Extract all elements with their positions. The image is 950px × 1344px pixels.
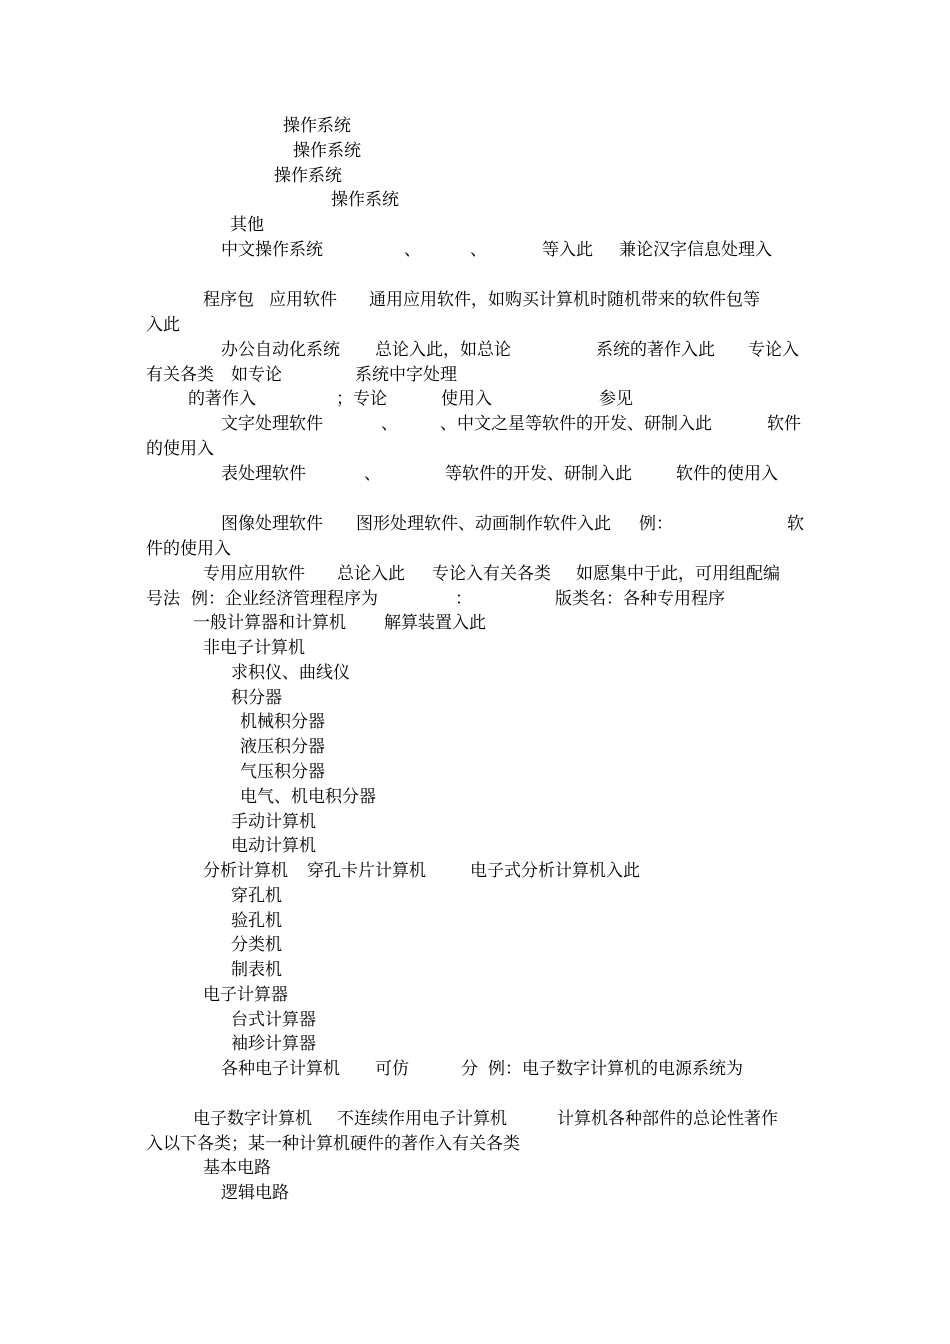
text-line [231, 886, 282, 906]
text-segment: 办公自动化系统 [221, 340, 340, 360]
text-segment: 制表机 [231, 960, 282, 980]
text-line [240, 762, 325, 782]
text-segment: 例：电子数字计算机的电源系统为 [488, 1059, 743, 1079]
text-line [146, 589, 766, 609]
text-segment: 图形处理软件、动画制作软件入此 [356, 514, 611, 534]
text-segment: 其他 [230, 215, 264, 235]
text-segment: 总论入此，如总论 [375, 340, 511, 360]
text-line [231, 836, 316, 856]
text-segment: 各种电子计算机 [221, 1059, 340, 1079]
text-segment: 软件的使用入 [676, 464, 778, 484]
text-segment: 机械积分器 [240, 712, 325, 732]
text-segment: 例：企业经济管理程序为 [191, 589, 378, 609]
text-line [221, 414, 811, 434]
text-line [240, 737, 325, 757]
text-segment: 、 [404, 240, 421, 260]
text-segment: 号法 [146, 589, 180, 609]
text-segment: 入此 [146, 315, 180, 335]
text-segment: 操作系统 [293, 141, 361, 161]
text-segment: 求积仪、曲线仪 [231, 663, 350, 683]
text-segment: 程序包 [203, 290, 254, 310]
text-segment: 专论入 [748, 340, 799, 360]
text-segment: 操作系统 [331, 190, 399, 210]
text-segment: 入以下各类；某一种计算机硬件的著作入有关各类 [146, 1134, 520, 1154]
text-segment: 通用应用软件，如购买计算机时随机带来的软件包等 [369, 290, 760, 310]
text-line [231, 911, 282, 931]
text-segment: 、 [470, 240, 487, 260]
text-line [146, 1134, 520, 1154]
text-line [221, 240, 801, 260]
text-line [231, 663, 350, 683]
text-segment: 图像处理软件 [221, 514, 323, 534]
text-segment: ： [455, 589, 472, 609]
text-segment: 电子计算器 [203, 985, 288, 1005]
text-segment: 使用入 [441, 389, 492, 409]
text-line [193, 1109, 813, 1129]
text-segment: 例： [639, 514, 673, 534]
text-line [231, 1010, 316, 1030]
text-segment: 软 [787, 514, 804, 534]
text-segment: 分析计算机 [203, 861, 288, 881]
text-segment: 电动计算机 [231, 836, 316, 856]
text-segment: 一般计算器和计算机 [193, 613, 346, 633]
text-line [188, 389, 648, 409]
text-segment: 分类机 [231, 935, 282, 955]
text-segment: 文字处理软件 [221, 414, 323, 434]
text-segment: 解算装置入此 [384, 613, 486, 633]
text-line [203, 985, 288, 1005]
text-line [221, 1183, 289, 1203]
text-line [230, 215, 264, 235]
text-segment: 非电子计算机 [203, 638, 305, 658]
text-segment: 电气、机电积分器 [240, 787, 376, 807]
text-segment: 液压积分器 [240, 737, 325, 757]
text-line [231, 1034, 316, 1054]
text-segment: 系统的著作入此 [596, 340, 715, 360]
text-segment: 软件 [767, 414, 801, 434]
text-line [274, 166, 342, 186]
text-line [203, 1158, 271, 1178]
text-line [231, 688, 282, 708]
text-line [240, 787, 376, 807]
text-line [203, 290, 823, 310]
text-line [146, 439, 214, 459]
text-segment: 参见 [599, 389, 633, 409]
text-line [231, 960, 282, 980]
text-segment: ；专论 [336, 389, 387, 409]
text-line [146, 315, 180, 335]
text-segment: 、 [364, 464, 381, 484]
text-segment: 计算机各种部件的总论性著作 [557, 1109, 778, 1129]
text-segment: 逻辑电路 [221, 1183, 289, 1203]
text-line [203, 638, 305, 658]
text-segment: 穿孔机 [231, 886, 282, 906]
text-segment: 等软件的开发、研制入此 [445, 464, 632, 484]
text-line [203, 564, 813, 584]
text-segment: 有关各类 [146, 365, 214, 385]
text-segment: 穿孔卡片计算机 [307, 861, 426, 881]
text-segment: 、中文之星等软件的开发、研制入此 [440, 414, 712, 434]
text-segment: 的使用入 [146, 439, 214, 459]
text-segment: 兼论汉字信息处理入 [619, 240, 772, 260]
text-segment: 操作系统 [283, 116, 351, 136]
text-segment: 不连续作用电子计算机 [337, 1109, 507, 1129]
text-line [221, 514, 811, 534]
text-segment: 系统中字处理 [355, 365, 457, 385]
text-segment: 中文操作系统 [221, 240, 323, 260]
text-line [231, 935, 282, 955]
text-line [146, 365, 486, 385]
text-line [293, 141, 361, 161]
text-segment: 如愿集中于此，可用组配编 [576, 564, 780, 584]
text-segment: 基本电路 [203, 1158, 271, 1178]
text-segment: 袖珍计算器 [231, 1034, 316, 1054]
text-line [146, 539, 231, 559]
text-line [283, 116, 351, 136]
text-line [193, 613, 513, 633]
text-line [240, 712, 325, 732]
text-segment: 的著作入 [188, 389, 256, 409]
text-line [203, 861, 673, 881]
text-segment: 等入此 [542, 240, 593, 260]
text-line [331, 190, 399, 210]
text-segment: 版类名：各种专用程序 [555, 589, 725, 609]
text-segment: 总论入此 [337, 564, 405, 584]
text-segment: 表处理软件 [221, 464, 306, 484]
text-segment: 操作系统 [274, 166, 342, 186]
text-segment: 件的使用入 [146, 539, 231, 559]
text-segment: 台式计算器 [231, 1010, 316, 1030]
text-line [221, 340, 821, 360]
text-segment: 、 [381, 414, 398, 434]
text-segment: 可仿 [375, 1059, 409, 1079]
text-line [231, 812, 316, 832]
text-segment: 验孔机 [231, 911, 282, 931]
text-segment: 分 [461, 1059, 478, 1079]
text-line [221, 464, 801, 484]
text-segment: 手动计算机 [231, 812, 316, 832]
text-segment: 电子式分析计算机入此 [470, 861, 640, 881]
text-segment: 应用软件 [269, 290, 337, 310]
text-segment: 积分器 [231, 688, 282, 708]
text-segment: 电子数字计算机 [193, 1109, 312, 1129]
text-segment: 如专论 [231, 365, 282, 385]
text-segment: 专论入有关各类 [432, 564, 551, 584]
text-segment: 气压积分器 [240, 762, 325, 782]
text-line [221, 1059, 801, 1079]
text-segment: 专用应用软件 [203, 564, 305, 584]
